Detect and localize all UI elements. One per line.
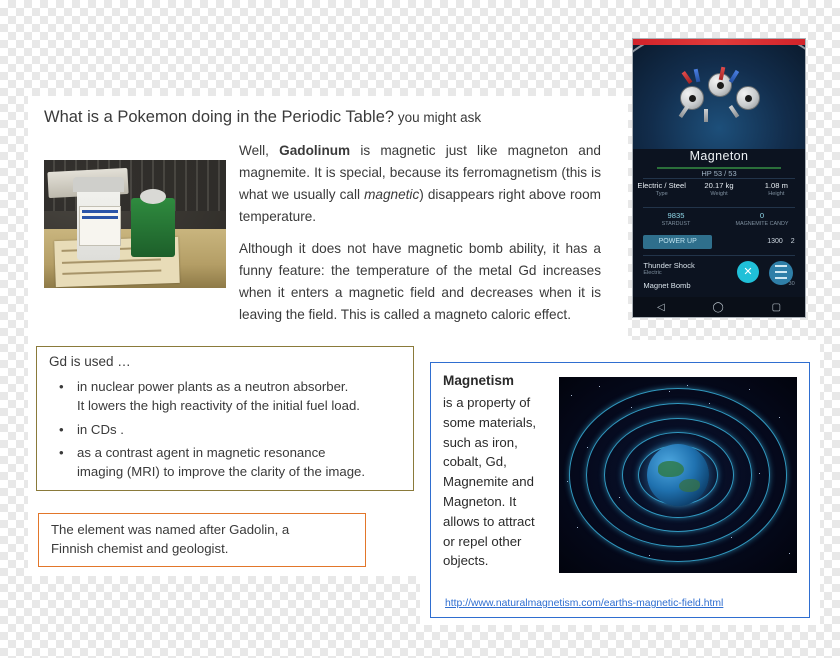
candy bbox=[719, 211, 805, 227]
home-icon[interactable]: ◯ bbox=[712, 301, 724, 313]
stat-height-label: Height bbox=[768, 191, 785, 197]
stat-weight-value: 20.17 kg bbox=[704, 181, 734, 190]
p1-italic-magnetic: magnetic bbox=[364, 187, 420, 203]
magnetism-title: Magnetism bbox=[443, 373, 515, 388]
bottle-label bbox=[79, 206, 121, 246]
green-object-in-photo bbox=[131, 198, 175, 257]
stardust-value: 9835 bbox=[667, 211, 685, 220]
stat-weight bbox=[690, 181, 747, 197]
element-naming-box bbox=[38, 513, 366, 567]
hp-label: HP 53 / 53 bbox=[701, 169, 737, 178]
gd-uses-list bbox=[51, 377, 403, 485]
page-title bbox=[44, 108, 564, 128]
naming-line-1: The element was named after Gadolin, a bbox=[51, 522, 290, 537]
move-1-type: Electric bbox=[643, 270, 662, 276]
candy-cost: 2 bbox=[790, 238, 795, 245]
stat-height-value: 1.08 m bbox=[764, 181, 788, 190]
divider-top bbox=[643, 178, 794, 179]
naming-line-2: Finnish chemist and geologist. bbox=[51, 541, 229, 556]
pokemon-name: Magneton bbox=[689, 149, 749, 163]
cost-row bbox=[716, 235, 795, 249]
uses-item1-line1: in nuclear power plants as a neutron absorber. bbox=[77, 379, 349, 394]
paragraph-2: Although it does not have magnetic bomb ability, it has a funny feature: the temperature of the metal Gd increases when it enters a magnetic field and decreases when it is leaving the field. This is called a magneto caloric effect. bbox=[239, 241, 601, 323]
uses-item3-line2: imaging (MRI) to improve the clarity of the image. bbox=[77, 464, 366, 480]
body-text bbox=[239, 140, 601, 326]
candy-value: 0 bbox=[759, 211, 765, 220]
page-title-tail: you might ask bbox=[394, 110, 482, 125]
android-nav-bar bbox=[633, 297, 805, 317]
uses-item3-line1: as a contrast agent in magnetic resonance bbox=[77, 444, 326, 460]
menu-icon[interactable] bbox=[769, 261, 793, 285]
list-item bbox=[51, 420, 403, 439]
stat-type bbox=[633, 181, 690, 197]
stardust-label: STARDUST bbox=[661, 221, 691, 227]
stats-row bbox=[633, 181, 805, 197]
bottle-cap bbox=[73, 177, 124, 192]
move-2-name: Magnet Bomb bbox=[643, 281, 691, 290]
power-up-button[interactable]: POWER UP bbox=[643, 235, 712, 249]
back-icon[interactable]: ◁ bbox=[656, 301, 665, 313]
magneton-sprite bbox=[680, 69, 758, 125]
p1-bold-gadolinum: Gadolinum bbox=[279, 143, 351, 158]
stat-type-value: Electric / Steel bbox=[637, 181, 686, 190]
uses-item1-line2: It lowers the high reactivity of the initial fuel load. bbox=[77, 398, 360, 414]
gadolinium-sample-photo bbox=[44, 160, 226, 288]
pokemon-go-screenshot bbox=[632, 38, 806, 318]
paragraph-1 bbox=[239, 140, 601, 228]
stat-weight-label: Weight bbox=[710, 191, 728, 197]
uses-item2: in CDs . bbox=[77, 421, 124, 437]
candy-label: MAGNEMITE CANDY bbox=[735, 221, 789, 227]
stat-height bbox=[748, 181, 805, 197]
earth-globe bbox=[647, 444, 709, 506]
magnetism-text: is a property of some materials, such as iron, cobalt, Gd, Magnemite and Magneton. It allows to attract or repel other objects. bbox=[443, 395, 537, 569]
magneton-scene bbox=[633, 45, 805, 149]
divider-mid bbox=[643, 207, 794, 208]
page-title-main: What is a Pokemon doing in the Periodic Table? bbox=[44, 108, 395, 126]
close-icon[interactable]: ✕ bbox=[737, 261, 759, 283]
earth-magnetic-field-image bbox=[559, 377, 797, 573]
recent-apps-icon[interactable]: ▢ bbox=[771, 301, 782, 313]
gd-uses-title: Gd is used … bbox=[49, 354, 131, 369]
p1-post: ) disappears right above room temperature. bbox=[239, 187, 601, 225]
move-2-row bbox=[643, 281, 794, 290]
resources-row bbox=[633, 211, 805, 227]
list-item bbox=[51, 377, 403, 416]
stardust bbox=[633, 211, 719, 227]
source-link[interactable]: http://www.naturalmagnetism.com/earths-magnetic-field.html bbox=[445, 598, 724, 609]
stat-type-label: Type bbox=[655, 191, 668, 197]
p1-mid: is magnetic just like magneton and magnemite. It is special, because its ferromagnetism (this is what we usually call bbox=[239, 143, 601, 203]
divider-bottom bbox=[643, 255, 794, 256]
stardust-cost: 1300 bbox=[767, 238, 783, 245]
list-item bbox=[51, 443, 403, 482]
gd-uses-box bbox=[36, 346, 414, 491]
p1-pre: Well, bbox=[239, 143, 280, 158]
move-1-name: Thunder Shock bbox=[643, 261, 695, 270]
magnetism-box bbox=[430, 362, 810, 618]
move-2-value: 30 bbox=[788, 281, 795, 287]
